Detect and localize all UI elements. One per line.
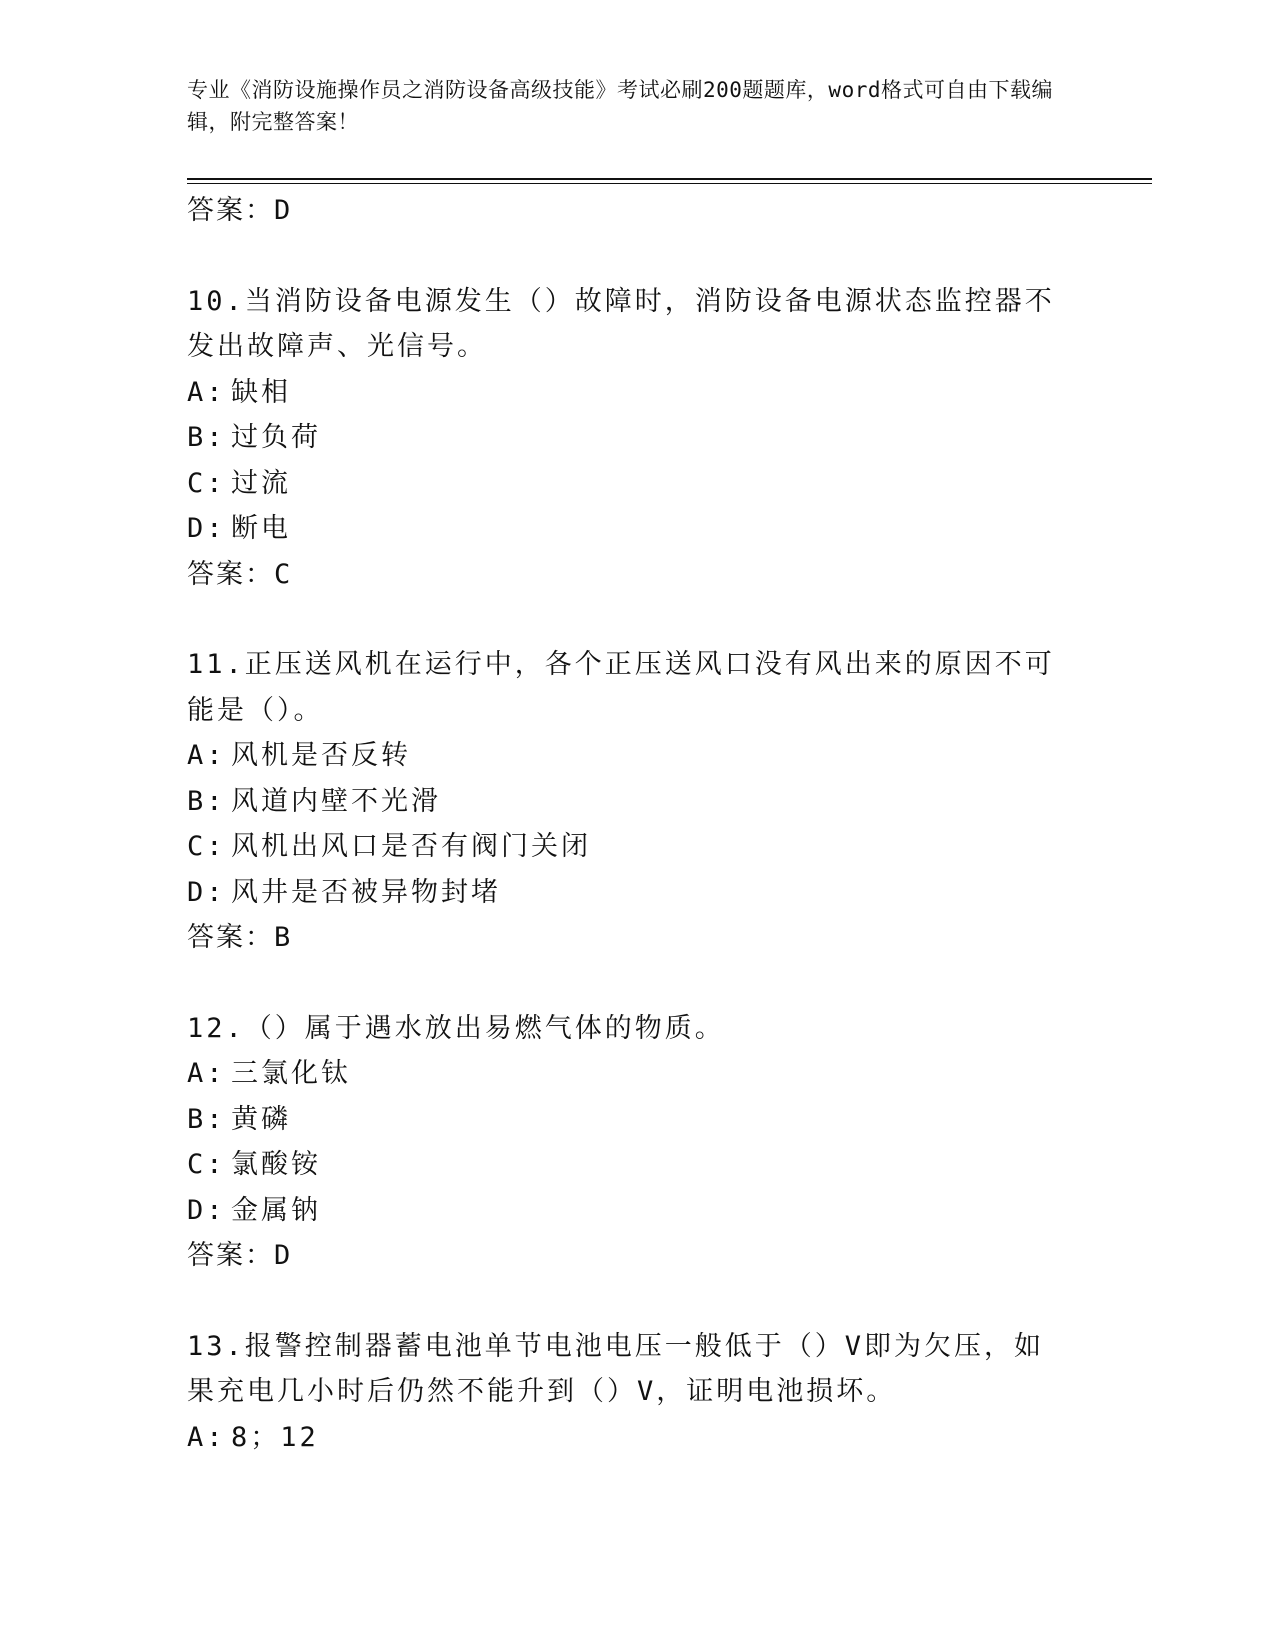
header-title: 专业《消防设施操作员之消防设备高级技能》考试必刷200题题库，word格式可自由下载编辑，附完整答案！ [187,78,1053,134]
answer-line [187,915,1087,961]
option-text: 风机是否反转 [231,740,411,771]
header-divider-thick [187,178,1152,180]
option-key: A: [187,1421,226,1453]
answer-value: C [274,558,293,590]
option-line [187,1415,1087,1461]
question-text: 报警控制器蓄电池单节电池电压一般低于（）V即为欠压，如果充电几小时后仍然不能升到（）V，证明电池损坏。 [187,1330,1045,1407]
option-text: 黄磷 [231,1103,291,1135]
answer-label: 答案： [187,558,274,590]
option-line [187,733,1087,779]
option-text: 三氯化钛 [231,1058,351,1089]
option-line [187,1188,1087,1234]
answer-value: B [274,922,293,953]
question-number: 13. [187,1330,245,1362]
option-line [187,870,1087,916]
answer-line [187,188,1087,234]
option-key: A: [187,1058,226,1089]
spacer [187,234,1087,279]
spacer [187,597,1087,642]
spacer [187,961,1087,1006]
question-text: （）属于遇水放出易燃气体的物质。 [244,1012,725,1044]
option-text: 过流 [231,467,291,499]
option-key: C: [187,1149,226,1180]
option-key: C: [187,467,226,499]
question-stem [187,279,1067,370]
question-number: 10. [187,285,245,317]
option-text: 金属钠 [231,1194,321,1226]
option-text: 缺相 [231,376,291,408]
option-text: 风机出风口是否有阀门关闭 [231,831,591,862]
option-line [187,824,1087,870]
option-text: 断电 [231,513,291,544]
option-line [187,506,1087,552]
question-text: 当消防设备电源发生（）故障时，消防设备电源状态监控器不发出故障声、光信号。 [187,285,1055,362]
question-stem [187,1324,1067,1415]
answer-value: D [274,195,293,226]
answer-label: 答案： [187,195,274,226]
header-divider-thin [187,183,1152,184]
option-key: B: [187,422,226,453]
option-key: D: [187,513,226,544]
option-line [187,1051,1087,1097]
spacer [187,1279,1087,1324]
option-text: 氯酸铵 [231,1149,321,1180]
answer-value: D [274,1240,293,1271]
question-stem [187,642,1067,733]
option-line [187,461,1087,507]
option-line [187,415,1087,461]
option-key: B: [187,1103,226,1135]
document-header [187,74,1067,138]
option-key: D: [187,1194,226,1226]
answer-line [187,1233,1087,1279]
option-text: 风井是否被异物封堵 [231,876,501,908]
answer-line [187,552,1087,598]
option-key: A: [187,740,226,771]
option-key: D: [187,876,226,908]
option-line [187,1097,1087,1143]
question-list [187,188,1087,1460]
option-text: 8；12 [231,1421,319,1453]
option-text: 过负荷 [231,422,321,453]
option-line [187,370,1087,416]
option-key: C: [187,831,226,862]
answer-label: 答案： [187,922,274,953]
question-text: 正压送风机在运行中，各个正压送风口没有风出来的原因不可能是（）。 [187,649,1055,726]
answer-label: 答案： [187,1240,274,1271]
option-key: B: [187,785,226,817]
option-text: 风道内壁不光滑 [231,785,441,817]
question-number: 11. [187,649,245,680]
option-key: A: [187,376,226,408]
option-line [187,779,1087,825]
question-stem [187,1006,1067,1052]
question-number: 12. [187,1012,245,1044]
option-line [187,1142,1087,1188]
